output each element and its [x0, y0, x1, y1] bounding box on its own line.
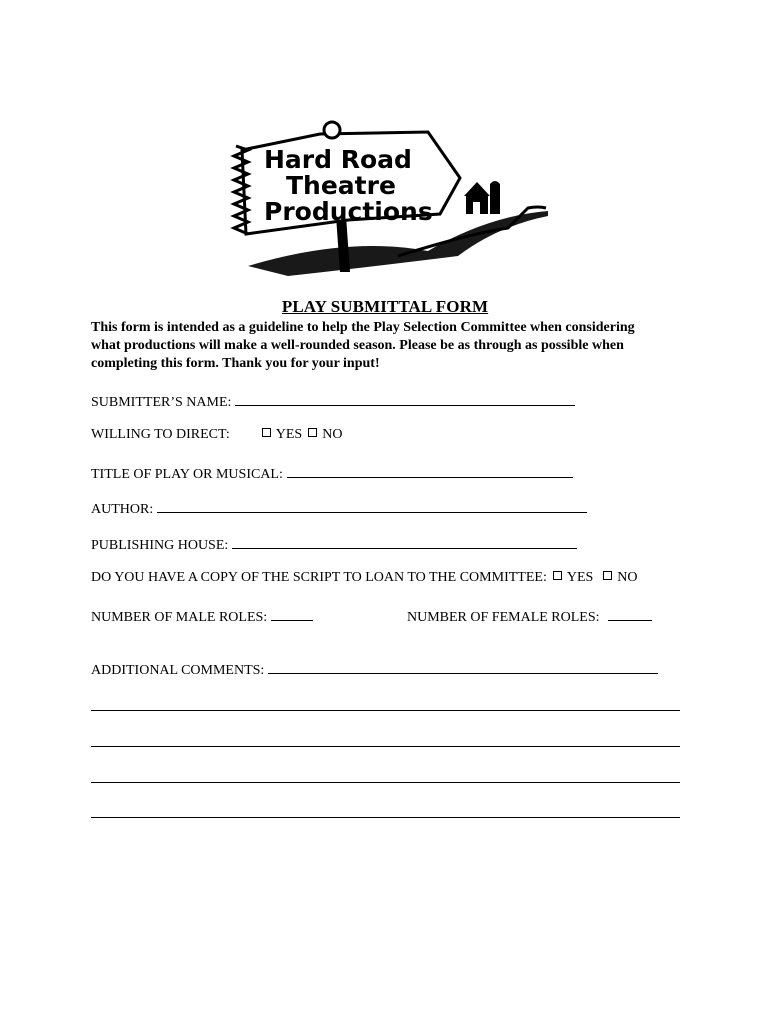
additional-comments-label: ADDITIONAL COMMENTS: [91, 663, 265, 678]
willing-to-direct-label: WILLING TO DIRECT: [91, 427, 230, 442]
script-yes-label: YES [566, 570, 594, 585]
comment-line[interactable] [91, 817, 680, 818]
female-roles-row [407, 606, 652, 626]
checkbox-icon [603, 571, 612, 580]
submitter-name-row [91, 391, 575, 411]
comment-line[interactable] [91, 746, 680, 747]
author-label: AUTHOR: [91, 502, 154, 517]
male-roles-field[interactable] [271, 606, 313, 621]
male-roles-row [91, 606, 313, 626]
direct-yes-checkbox[interactable] [262, 427, 302, 443]
comment-line[interactable] [91, 710, 680, 711]
direct-no-checkbox[interactable] [308, 427, 342, 443]
intro-line: what productions will make a well-rounded season. Please be as through as possible when [91, 338, 624, 353]
checkbox-icon [553, 571, 562, 580]
female-roles-label: NUMBER OF FEMALE ROLES: [407, 610, 600, 625]
checkbox-icon [308, 428, 317, 437]
script-copy-row [91, 570, 638, 590]
female-roles-field[interactable] [608, 606, 652, 621]
script-copy-label: DO YOU HAVE A COPY OF THE SCRIPT TO LOAN TO THE COMMITTEE: [91, 570, 547, 585]
direct-yes-label: YES [275, 427, 303, 442]
male-roles-label: NUMBER OF MALE ROLES: [91, 610, 268, 625]
title-of-play-label: TITLE OF PLAY OR MUSICAL: [91, 467, 283, 482]
barn-icon [464, 181, 500, 214]
additional-comments-field[interactable] [268, 659, 658, 674]
additional-comments-row [91, 659, 658, 679]
form-title: PLAY SUBMITTAL FORM [281, 297, 489, 316]
publishing-house-label: PUBLISHING HOUSE: [91, 538, 229, 553]
submitter-name-label: SUBMITTER’S NAME: [91, 395, 232, 410]
script-no-checkbox[interactable] [603, 570, 637, 586]
author-row [91, 498, 587, 518]
title-of-play-field[interactable] [287, 463, 573, 478]
author-field[interactable] [157, 498, 587, 513]
script-yes-checkbox[interactable] [553, 570, 593, 586]
sign-icon [234, 122, 460, 234]
logo-line-1: Hard Road [264, 145, 412, 174]
intro-line: completing this form. Thank you for your input! [91, 356, 380, 371]
publishing-house-row [91, 534, 577, 554]
checkbox-icon [262, 428, 271, 437]
script-no-label: NO [617, 570, 638, 585]
logo-line-3: Productions [264, 197, 433, 226]
direct-no-label: NO [322, 427, 343, 442]
comment-line[interactable] [91, 782, 680, 783]
intro-line: This form is intended as a guideline to help the Play Selection Committee when considering [91, 320, 635, 335]
intro-paragraph [91, 319, 691, 373]
willing-to-direct-row [91, 427, 342, 447]
publishing-house-field[interactable] [232, 534, 577, 549]
title-of-play-row [91, 463, 573, 483]
hard-road-theatre-logo [228, 116, 548, 278]
logo-line-2: Theatre [286, 171, 396, 200]
submitter-name-field[interactable] [235, 391, 575, 406]
